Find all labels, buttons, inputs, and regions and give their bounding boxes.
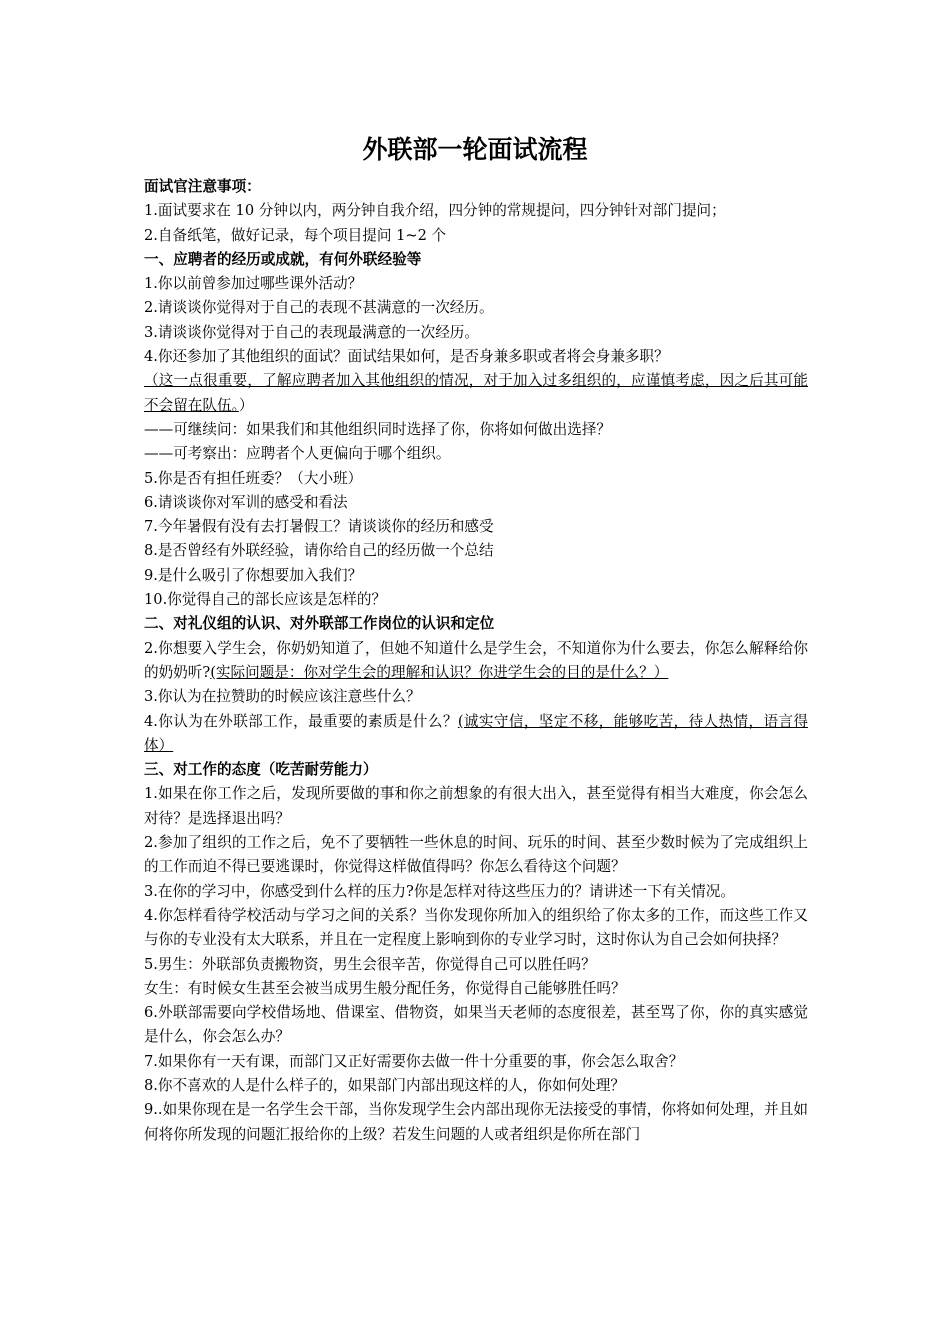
follow-up-observation: ——可考察出：应聘者个人更偏向于哪个组织。 [144,445,451,463]
underlined-note: (实际问题是：你对学生会的理解和认识？你进学生会的目的是什么？） [210,663,669,681]
question-item: 5.你是否有担任班委？（大小班） [144,469,363,487]
note-close: ） [238,396,254,414]
note-item: 1.面试要求在 10 分钟以内，两分钟自我介绍，四分钟的常规提问，四分钟针对部门提问； [144,202,726,220]
question-item: 7.今年暑假有没有去打暑假工？请谈谈你的经历和感受 [144,518,494,536]
question-item: 2.参加了组织的工作之后，免不了要牺牲一些休息的时间、玩乐的时间、甚至少数时候为了完成组织上的工作而迫不得已要逃课时，你觉得这样做值得吗？你怎么看待这个问题？ [144,834,808,876]
question-item: 9..如果你现在是一名学生会干部，当你发现学生会内部出现你无法接受的事情，你将如何处理，并且如何将你所发现的问题汇报给你的上级？若发生问题的人或者组织是你所在部门 [144,1101,808,1143]
question-item: 2.请谈谈你觉得对于自己的表现不甚满意的一次经历。 [144,299,494,317]
underlined-note: (诚实守信，坚定不移，能够吃苦，待人热情，语言得体） [144,712,808,754]
question-text: 2.你想要入学生会，你奶奶知道了，但她不知道什么是学生会，不知道你为什么要去，你怎么解释给你的奶奶听? [144,639,808,681]
section-heading-1: 一、应聘者的经历或成就，有何外联经验等 [144,250,422,268]
section-heading-3: 三、对工作的态度（吃苦耐劳能力） [144,761,378,779]
question-item: 6.外联部需要向学校借场地、借课室、借物资，如果当天老师的态度很差，甚至骂了你，你的真实感觉是什么，你会怎么办？ [144,1004,808,1046]
page-title: 外联部一轮面试流程 [362,135,588,164]
note-item: 2.自备纸笔，做好记录，每个项目提问 1~2 个 [144,226,447,244]
question-item: 3.你认为在拉赞助的时候应该注意些什么？ [144,688,421,706]
question-item: 3.请谈谈你觉得对于自己的表现最满意的一次经历。 [144,323,479,341]
follow-up-question: ——可继续问：如果我们和其他组织同时选择了你，你将如何做出选择？ [144,420,612,438]
question-text: 4.你认为在外联部工作，最重要的素质是什么？ [144,712,458,730]
question-item: 8.是否曾经有外联经验，请你给自己的经历做一个总结 [144,542,494,560]
question-item: 10.你觉得自己的部长应该是怎样的？ [144,591,387,609]
question-item: 1.你以前曾参加过哪些课外活动？ [144,275,363,293]
question-item: 1.如果在你工作之后，发现所要做的事和你之前想象的有很大出入，甚至觉得有相当大难度，你会怎么对待？是选择退出吗？ [144,785,808,827]
question-item: 8.你不喜欢的人是什么样子的，如果部门内部出现这样的人，你如何处理？ [144,1076,625,1094]
section-heading-2: 二、对礼仪组的认识、对外联部工作岗位的认识和定位 [144,615,495,633]
underlined-note: （这一点很重要，了解应聘者加入其他组织的情况，对于加入过多组织的，应谨慎考虑，因之后其可能不会留在队伍。 [144,372,808,414]
document-body [144,175,808,1147]
question-item: 3.在你的学习中，你感受到什么样的压力?你是怎样对待这些压力的？请讲述一下有关情况。 [144,882,735,900]
question-item [144,710,808,759]
question-note [144,369,808,418]
question-item: 6.请谈谈你对军训的感受和看法 [144,493,348,511]
question-item: 4.你怎样看待学校活动与学习之间的关系？当你发现你所加入的组织给了你太多的工作，而这些工作又与你的专业没有太大联系，并且在一定程度上影响到你的专业学习时，这时你认为自己会如何抉择？ [144,906,808,949]
question-item: 9.是什么吸引了你想要加入我们？ [144,566,363,584]
question-item: 4.你还参加了其他组织的面试？面试结果如何，是否身兼多职或者将会身兼多职？ [144,348,669,366]
notes-heading: 面试官注意事项： [144,178,261,195]
question-item: 女生：有时候女生甚至会被当成男生般分配任务，你觉得自己能够胜任吗？ [144,979,626,997]
question-item: 5.男生：外联部负责搬物资，男生会很辛苦，你觉得自己可以胜任吗？ [144,955,596,973]
question-item: 7.如果你有一天有课，而部门又正好需要你去做一件十分重要的事，你会怎么取舍？ [144,1052,684,1070]
question-item [144,637,808,686]
